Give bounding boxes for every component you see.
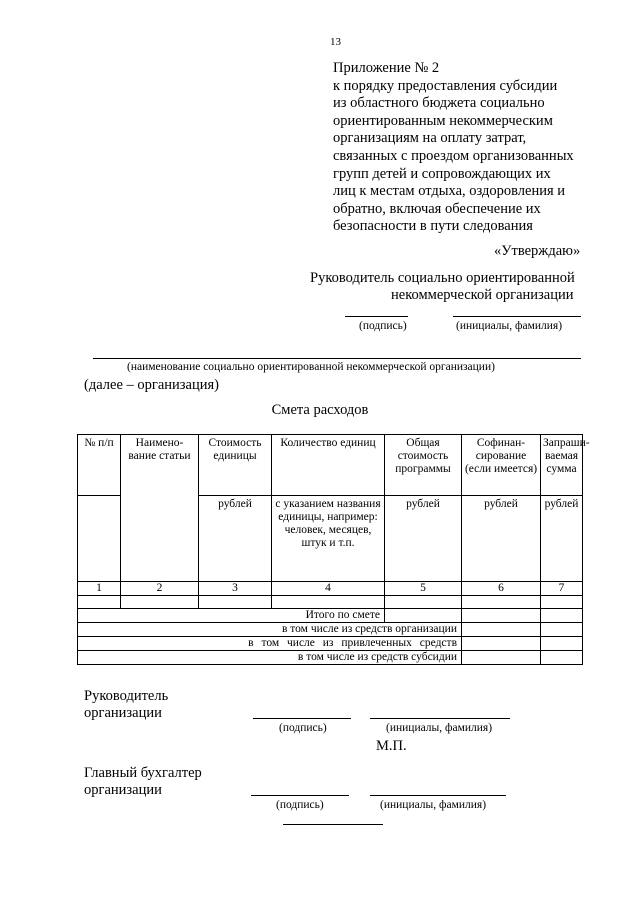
approval-initials-line (453, 316, 581, 317)
head-title-line2: некоммерческой организации (391, 287, 574, 303)
column-number: 7 (541, 582, 583, 596)
header-cell: Наимено-вание статьи (121, 435, 199, 582)
total-row (78, 651, 583, 665)
total-label: в том числе из привлеченных средств (78, 637, 462, 651)
total-row (78, 637, 583, 651)
head-signature-line (253, 718, 351, 719)
organization-name-caption: (наименование социально ориентированной некоммерческой организации) (127, 361, 495, 373)
column-number: 3 (199, 582, 272, 596)
table-header-row (78, 435, 583, 496)
appendix-line: ориентированным некоммерческим (333, 112, 553, 129)
head-initials-line (370, 718, 510, 719)
approval-signature-line (345, 316, 408, 317)
estimate-table (77, 434, 590, 665)
accountant-initials-line (370, 795, 506, 796)
header-cell: Софинан-сирование (если имеется) (462, 435, 541, 496)
appendix-line: групп детей и сопровождающих их (333, 165, 551, 182)
appendix-line: Приложение № 2 (333, 60, 440, 76)
organization-name-line (93, 358, 581, 359)
appendix-line: безопасности в пути следования (333, 218, 533, 235)
accountant-signature-line (251, 795, 349, 796)
total-label: в том числе из средств субсидии (78, 651, 462, 665)
appendix-line: организациям на оплату затрат, (333, 130, 527, 147)
header-cell: Количество единиц (272, 435, 385, 496)
appendix-line: лиц к местам отдыха, оздоровления и (333, 183, 566, 200)
approval-initials-caption: (инициалы, фамилия) (456, 320, 563, 332)
approval-signature-caption: (подпись) (359, 320, 407, 332)
head-signature-label: Руководитель организации (84, 688, 169, 721)
table-row (78, 596, 583, 609)
stamp-place: М.П. (376, 738, 407, 754)
appendix-heading (333, 60, 633, 236)
total-row (78, 623, 583, 637)
head-initials-caption: (инициалы, фамилия) (386, 722, 493, 734)
header-cell: № п/п (78, 435, 121, 496)
total-label: в том числе из средств организации (78, 623, 462, 637)
column-number: 6 (462, 582, 541, 596)
head-signature-caption: (подпись) (279, 722, 327, 734)
unit-cell: рублей (541, 496, 583, 582)
accountant-initials-caption: (инициалы, фамилия) (380, 799, 487, 811)
head-title-line1: Руководитель социально ориентированной (310, 270, 575, 286)
organization-note: (далее – организация) (84, 377, 219, 393)
closing-line (283, 824, 383, 825)
unit-cell: рублей (199, 496, 272, 582)
appendix-line: связанных с проездом организованных (333, 147, 574, 164)
column-number: 1 (78, 582, 121, 596)
header-cell: Общая стоимость программы (385, 435, 462, 496)
accountant-signature-label: Главный бухгалтер организации (84, 765, 202, 798)
appendix-line: обратно, включая обеспечение их (333, 200, 541, 217)
column-number: 5 (385, 582, 462, 596)
column-number: 4 (272, 582, 385, 596)
unit-cell: рублей (385, 496, 462, 582)
estimate-title: Смета расходов (271, 402, 369, 418)
unit-cell: рублей (462, 496, 541, 582)
approval-stamp-text: «Утверждаю» (494, 243, 581, 259)
header-cell: Стоимость единицы (199, 435, 272, 496)
table-column-numbers-row (78, 582, 583, 596)
header-cell: Запраши-ваемая сумма (541, 435, 583, 496)
total-row (78, 609, 583, 623)
total-label: Итого по смете (78, 609, 385, 623)
appendix-line: к порядку предоставления субсидии (333, 77, 558, 94)
unit-cell: с указанием названия единицы, например: человек, месяцев, штук и т.п. (272, 496, 385, 582)
accountant-signature-caption: (подпись) (276, 799, 324, 811)
page-number: 13 (330, 36, 341, 48)
unit-cell (78, 496, 121, 582)
appendix-line: из областного бюджета социально (333, 95, 545, 112)
column-number: 2 (121, 582, 199, 596)
